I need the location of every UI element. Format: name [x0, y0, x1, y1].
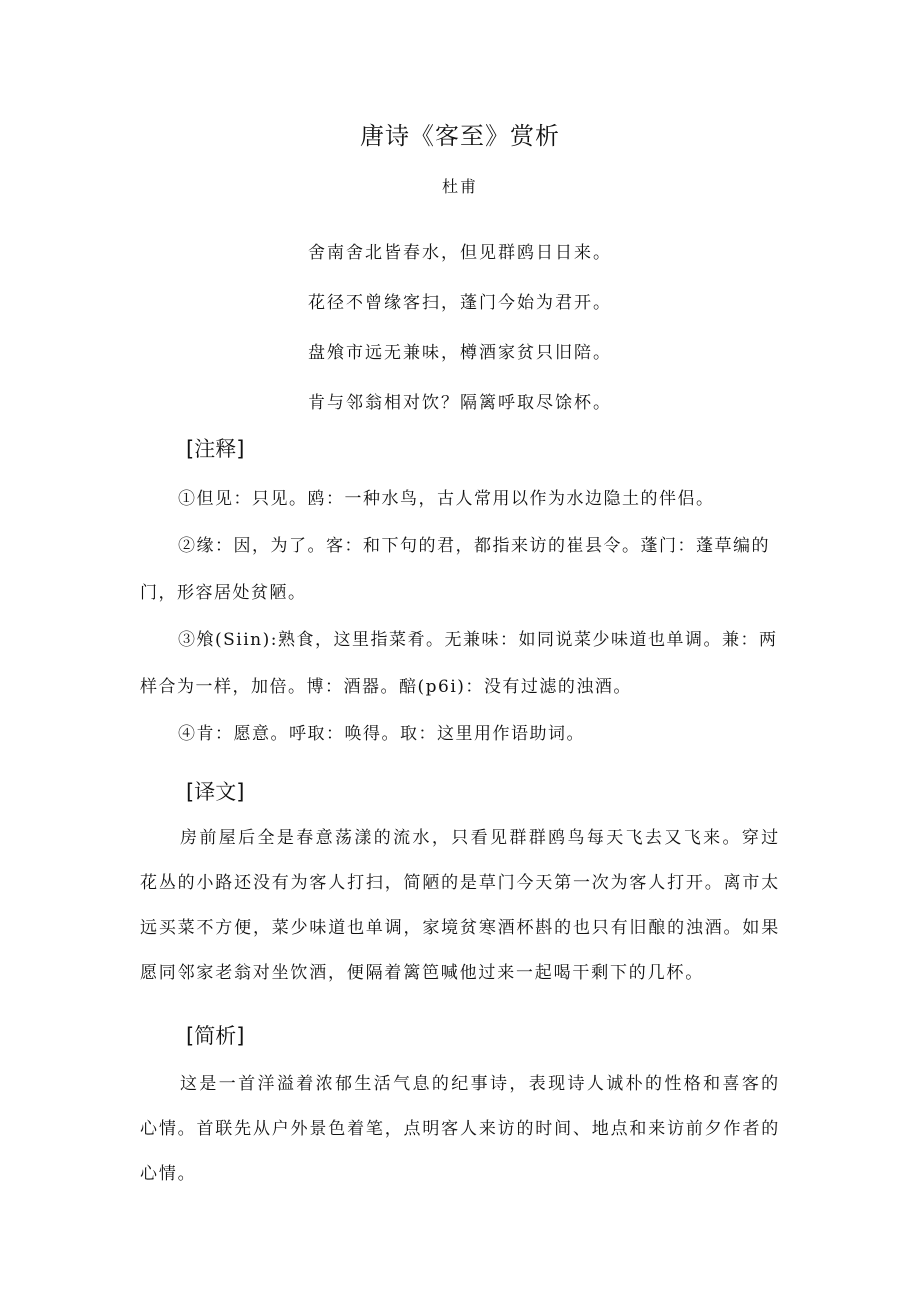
analysis-text: 这是一首洋溢着浓郁生活气息的纪事诗，表现诗人诚朴的性格和喜客的心情。首联先从户外景色着笔，点明客人来访的时间、地点和来访前夕作者的心情。: [140, 1074, 780, 1184]
poem-line: 盘飧市远无兼味，樽酒家贫只旧陪。: [308, 343, 612, 363]
note-item: ②缘：因，为了。客：和下句的君，都指来访的崔县令。蓬门：蓬草编的门，形容居处贫陋。: [140, 536, 770, 603]
author-name: 杜甫: [441, 177, 478, 196]
poem: [0, 238, 920, 438]
analysis-section: [140, 1062, 780, 1197]
notes-section: [140, 476, 780, 758]
note-item: ④肯：愿意。呼取：唤得。取：这里用作语助词。: [178, 724, 585, 744]
page-title: 唐诗《客至》赏析: [360, 122, 560, 150]
note-item: ①但见：只见。鸥：一种水鸟，古人常用以作为水边隐土的伴侣。: [178, 489, 715, 509]
translation-heading: [译文]: [186, 780, 245, 804]
poem-line: 舍南舍北皆春水，但见群鸥日日来。: [308, 243, 612, 263]
poem-line: 肯与邻翁相对饮？隔篱呼取尽馀杯。: [308, 393, 612, 413]
translation-text: 房前屋后全是春意荡漾的流水，只看见群群鸥鸟每天飞去又飞来。穿过花丛的小路还没有为客人打扫，简陋的是草门今天第一次为客人打开。离市太远买菜不方便，菜少味道也单调，家境贫寒酒杯斟的也只有旧酿的浊酒。如果愿同邻家老翁对坐饮酒，便隔着篱笆喊他过来一起喝干剩下的几杯。: [140, 828, 780, 983]
analysis-heading: [简析]: [186, 1024, 245, 1048]
translation-section: [140, 816, 780, 996]
notes-heading: [注释]: [186, 437, 245, 461]
poem-line: 花径不曾缘客扫，蓬门今始为君开。: [308, 293, 612, 313]
note-item: ③飧(Siin):熟食，这里指菜肴。无兼味：如同说菜少味道也单调。兼：两样合为一样，加倍。博：酒器。醅(p6i)：没有过滤的浊酒。: [140, 630, 778, 697]
